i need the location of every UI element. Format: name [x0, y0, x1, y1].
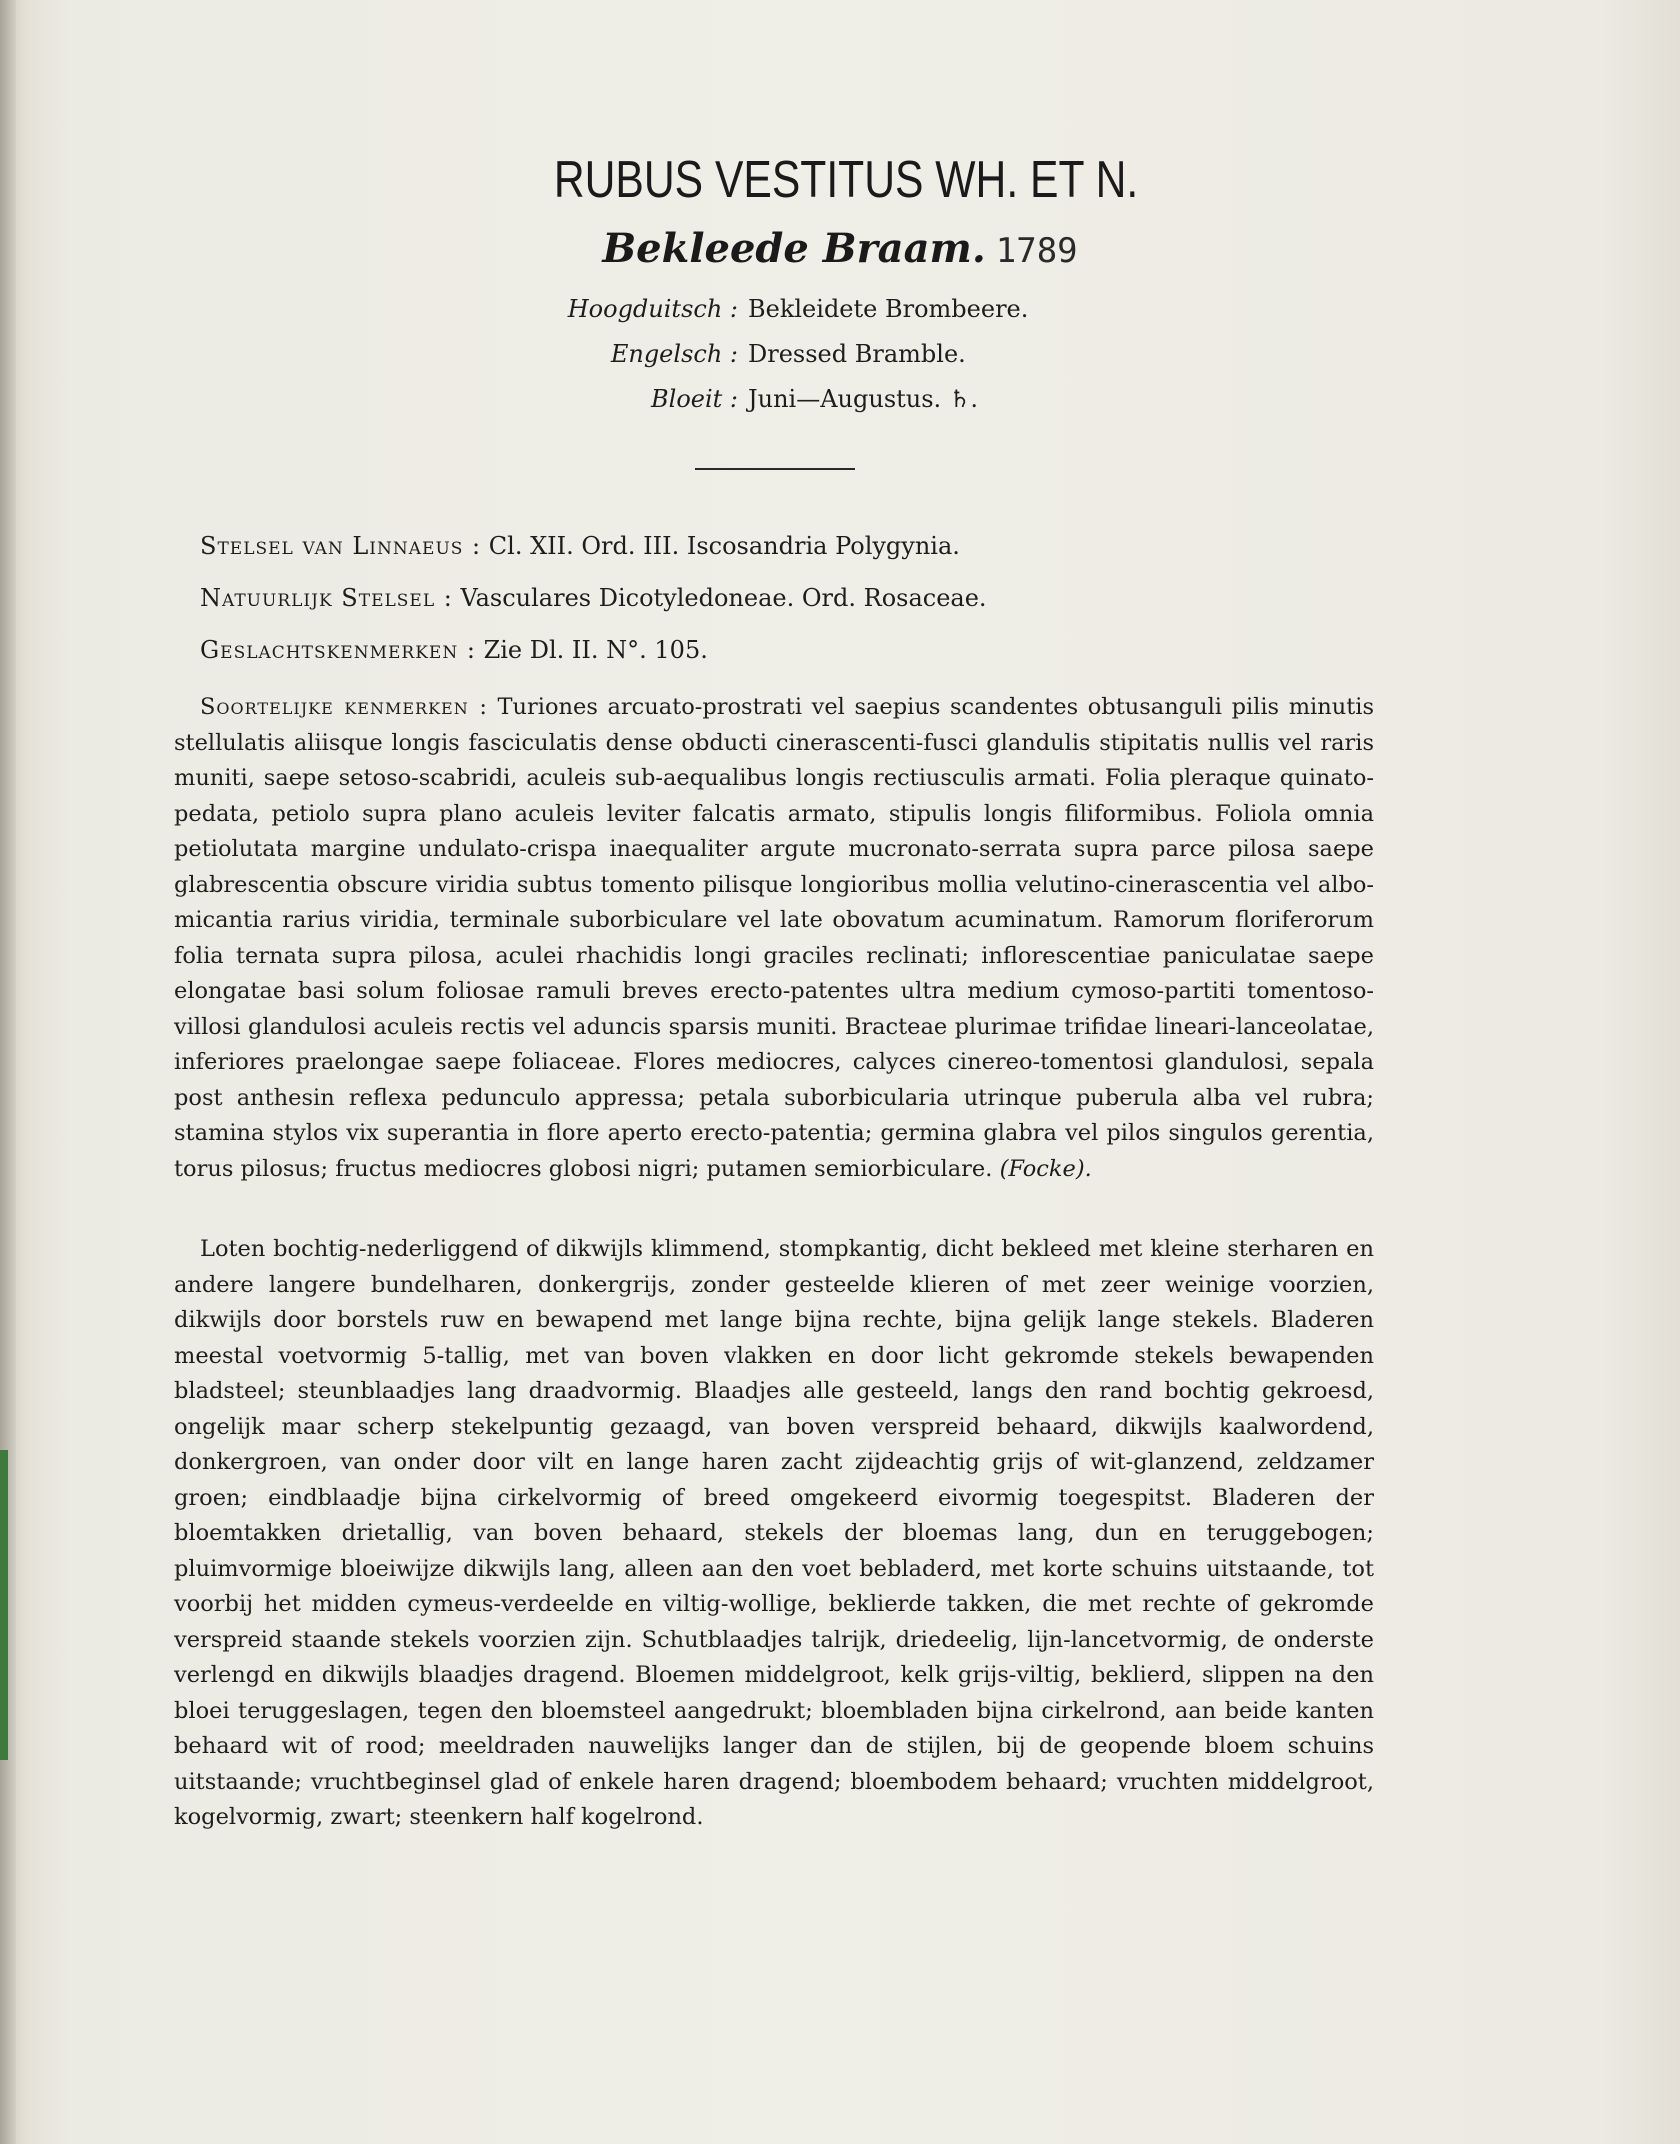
latin-description-label: Soortelijke kenmerken : — [200, 694, 488, 720]
vernacular-names — [0, 295, 1680, 430]
latin-description — [174, 690, 1374, 1187]
english-name-row — [0, 340, 1680, 385]
common-name-line — [0, 225, 1680, 272]
latin-description-author: (Focke). — [999, 1155, 1092, 1182]
german-label: Hoogduitsch : — [567, 295, 738, 323]
english-label: Engelsch : — [610, 340, 738, 368]
bloom-row — [0, 385, 1680, 430]
latin-description-text: Turiones arcuato-prostrati vel saepius scandentes obtusanguli pilis minutis stellulatis aliisque longis fasciculatis dense obducti cinerascenti-fusci glandulis stipitatis nullis vel raris muniti, saepe setoso-scabridi, aculeis sub-aequalibus longis rectiusculis armati. Folia pleraque quinato-pedata, petiolo supra plano aculeis leviter falcatis armato, stipulis longis filiformibus. Foliola omnia petiolutata margine undulato-crispa inaequaliter argute mucronato-serrata supra parce pilosa saepe glabrescentia obscure viridia subtus tomento pilisque longioribus mollia velutino-cinerascentia vel albo-micantia rarius viridia, terminale suborbiculare vel late obovatum acuminatum. Ramorum floriferorum folia ternata supra pilosa, aculei rhachidis longi graciles reclinati; inflorescentiae paniculatae saepe elongatae basi solum foliosae ramuli breves erecto-patentes ultra medium cymoso-partiti tomentoso-villosi glandulosi aculeis rectis vel aduncis sparsis muniti. Bracteae plurimae trifidae lineari-lanceolatae, inferiores praelongae saepe foliaceae. Flores mediocres, calyces cinereo-tomentosi glandulosi, sepala post anthesin reflexa pedunculo appressa; petala suborbicularia utrinque puberula alba vel rubra; stamina stylos vix superantia in flore aperto erecto-patentia; germina glabra vel pilos singulos gerentia, torus pilosus; fructus mediocres globosi nigri; putamen semiorbiculare. — [174, 694, 1374, 1182]
bloom-label: Bloeit : — [651, 385, 738, 413]
linnaeus-row — [200, 532, 1380, 560]
german-value: Bekleidete Brombeere. — [748, 295, 1029, 323]
species-title: RUBUS VESTITUS WH. ET N. — [553, 151, 1139, 209]
natural-system-row — [200, 584, 1380, 612]
genus-characters-label: Geslachtskenmerken : — [200, 636, 476, 664]
linnaeus-label: Stelsel van Linnaeus : — [200, 532, 482, 560]
natural-system-label: Natuurlijk Stelsel : — [200, 584, 453, 612]
page-edge-marker — [0, 1450, 8, 1760]
section-divider — [695, 468, 855, 470]
common-name: Bekleede Braam. — [602, 225, 986, 272]
dutch-description: Loten bochtig-nederliggend of dikwijls klimmend, stompkantig, dicht bekleed met kleine sterharen en andere langere bundelharen, donkergrijs, zonder gesteelde klieren of met zeer weinige voorzien, dikwijls door borstels ruw en bewapend met lange bijna rechte, bijna gelijk lange stekels. Bladeren meestal voetvormig 5-tallig, met van boven vlakken en door licht gekromde stekels bewapenden bladsteel; steunblaadjes lang draadvormig. Blaadjes alle gesteeld, langs den rand bochtig gekroesd, ongelijk maar scherp stekelpuntig gezaagd, van boven verspreid behaard, dikwijls kaalwordend, donkergroen, van onder door vilt en lange haren zacht zijdeachtig grijs of wit-glanzend, zeldzamer groen; eindblaadje bijna cirkelvormig of breed omgekeerd eivormig toegespitst. Bladeren der bloemtakken drietallig, van boven behaard, stekels der bloemas lang, dun en teruggebogen; pluimvormige bloeiwijze dikwijls lang, alleen aan den voet bebladerd, met korte schuins uitstaande, tot voorbij het midden cymeus-verdeelde en viltig-wollige, beklierde takken, die met rechte of gekromde verspreid staande stekels voorzien zijn. Schutblaadjes talrijk, driedeelig, lijn-lancetvormig, de onderste verlengd en dikwijls blaadjes dragend. Bloemen middelgroot, kelk grijs-viltig, beklierd, slippen na den bloei teruggeslagen, tegen den bloemsteel aangedrukt; bloembladen bijna cirkelrond, aan beide kanten behaard wit of rood; meeldraden nauwelijks langer dan de stijlen, bij de geopende bloem schuins uitstaande; vruchtbeginsel glad of enkele haren dragend; bloembodem behaard; vruchten middelgroot, kogelvormig, zwart; steenkern half kogelrond. — [174, 1236, 1374, 1830]
genus-characters-value: Zie Dl. II. N°. 105. — [483, 636, 708, 664]
english-value: Dressed Bramble. — [748, 340, 966, 368]
genus-characters-row — [200, 636, 1380, 664]
german-name-row — [0, 295, 1680, 340]
bloom-value: Juni—Augustus. ♄. — [748, 385, 978, 413]
linnaeus-value: Cl. XII. Ord. III. Iscosandria Polygynia. — [488, 532, 960, 560]
plate-number: 1789 — [995, 231, 1078, 271]
natural-system-value: Vasculares Dicotyledoneae. Ord. Rosaceae. — [460, 584, 987, 612]
